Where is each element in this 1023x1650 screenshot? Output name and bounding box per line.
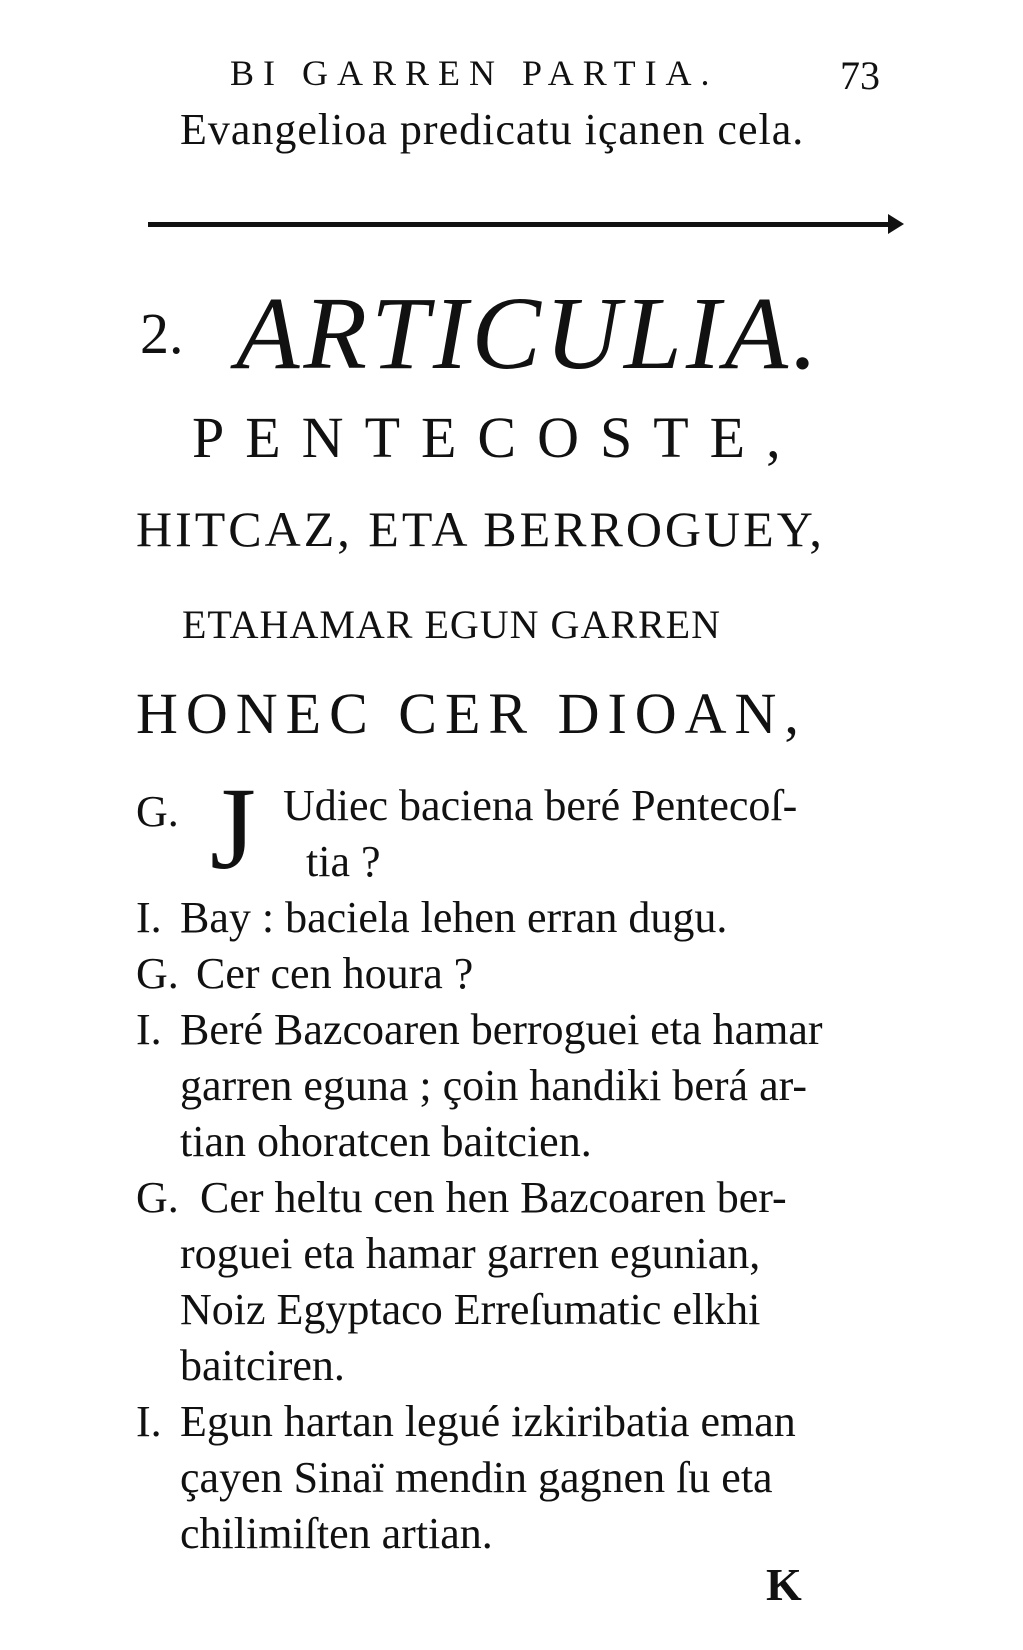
dialogue-line: Bay : baciela lehen erran dugu. [180, 893, 728, 942]
dialogue-line: çayen Sinaï mendin gagnen ſu eta [180, 1453, 773, 1502]
running-subtitle: Evangelioa predicatu içanen cela. [180, 105, 805, 154]
running-title: BI GARREN PARTIA. [230, 53, 719, 93]
dialogue-line: chilimiſten artian. [180, 1509, 493, 1558]
heading-line-2: HITCAZ, ETA BERROGUEY, [136, 501, 825, 557]
page-number: 73 [840, 53, 880, 98]
heading-line-1: PENTECOSTE, [192, 405, 802, 470]
speaker-label: G. [136, 1173, 179, 1222]
speaker-label: I. [136, 1005, 162, 1054]
dialogue-line: Cer heltu cen hen Bazcoaren ber- [200, 1173, 787, 1222]
signature-mark: K [766, 1559, 802, 1610]
drop-cap: J [210, 763, 256, 894]
speaker-label: I. [136, 1397, 162, 1446]
dialogue-line: baitciren. [180, 1341, 345, 1390]
speaker-label: G. [136, 787, 179, 836]
dialogue-line: roguei eta hamar garren egunian, [180, 1229, 761, 1278]
dialogue-line: Noiz Egyptaco Erreſumatic elkhi [180, 1285, 761, 1334]
article-title: ARTICULIA. [236, 276, 822, 391]
speaker-label: I. [136, 893, 162, 942]
dialogue-line: Udiec baciena beré Pentecoſ- [283, 781, 798, 830]
heading-line-3: ETAHAMAR EGUN GARREN [182, 602, 722, 647]
speaker-label: G. [136, 949, 179, 998]
dialogue-line: Beré Bazcoaren berroguei eta hamar [180, 1005, 823, 1054]
dialogue-line: tian ohoratcen baitcien. [180, 1117, 592, 1166]
heading-line-4: HONEC CER DIOAN, [136, 681, 807, 746]
dialogue-line: Egun hartan legué izkiribatia eman [180, 1397, 796, 1446]
dialogue-line: garren eguna ; çoin handiki berá ar- [180, 1061, 808, 1110]
dialogue-line: tia ? [306, 837, 381, 886]
article-number: 2. [140, 301, 184, 366]
dialogue-line: Cer cen houra ? [196, 949, 474, 998]
